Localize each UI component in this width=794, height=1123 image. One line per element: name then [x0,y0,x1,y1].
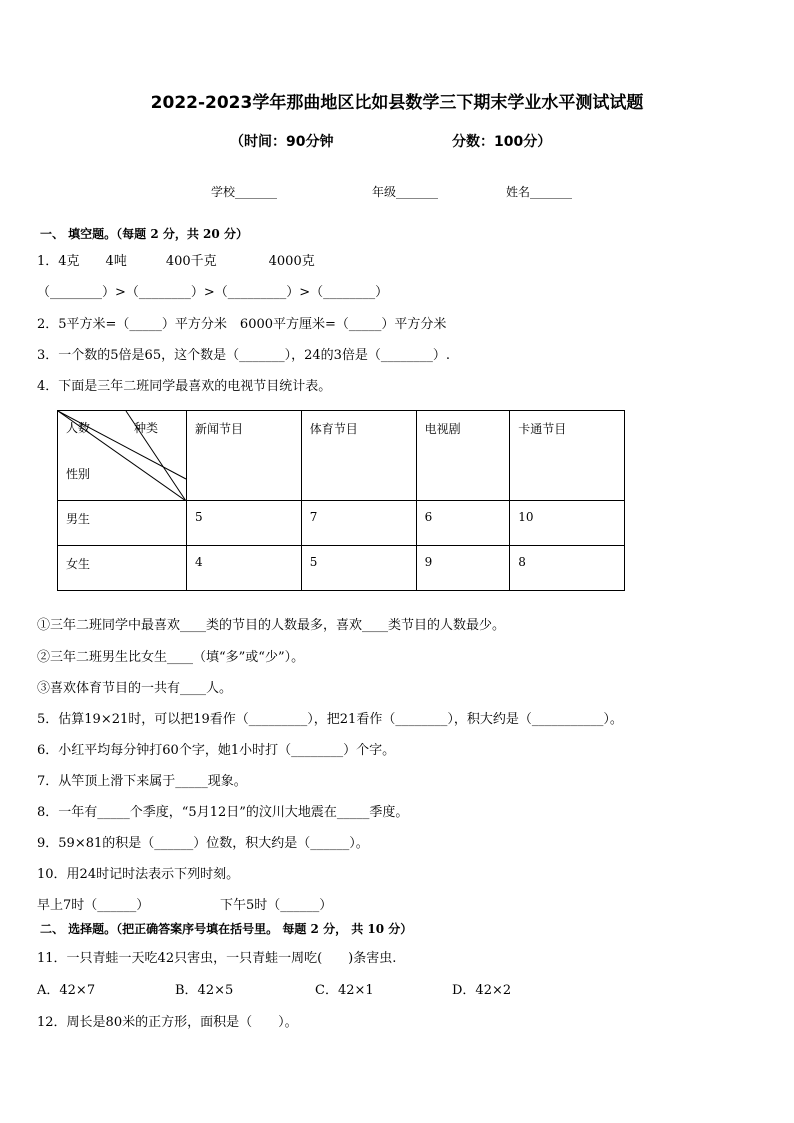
table-cell: 5 [187,501,302,546]
question-11-option-b: B．42×5 [175,983,234,998]
table-cell: 9 [416,546,510,591]
question-3: 3．一个数的5倍是65，这个数是（_______），24的3倍是（________）. [37,348,451,363]
corner-label-gender: 性别 [66,467,91,481]
question-1: 1．4克 4吨 400千克 4000克 [37,254,315,269]
question-10-part-a: 早上7时（______） [37,898,150,913]
exam-time: （时间：90分钟 [230,134,334,150]
corner-label-people: 人数 [66,421,91,435]
question-7: 7．从竿顶上滑下来属于_____现象。 [37,774,247,789]
table-row [58,501,625,546]
exam-score: 分数：100分） [452,134,552,150]
section-1-heading: 一、 填空题。（每题 2 分，共 20 分） [40,227,248,241]
row-label: 男生 [58,501,187,546]
question-2: 2．5平方米=（_____）平方分米 6000平方厘米=（_____）平方分米 [37,317,447,332]
question-11: 11．一只青蛙一天吃42只害虫，一只青蛙一周吃( )条害虫. [37,951,397,966]
table-header: 体育节目 [301,411,416,501]
question-9: 9．59×81的积是（______）位数，积大约是（______）。 [37,836,369,851]
table-header: 电视剧 [416,411,510,501]
table-cell: 5 [301,546,416,591]
question-4-part-3: ③喜欢体育节目的一共有____人。 [37,681,233,696]
question-10-part-b: 下午5时（______） [220,898,333,913]
table-header: 新闻节目 [187,411,302,501]
question-4-part-2: ②三年二班男生比女生____（填“多”或“少”）。 [37,650,305,665]
table-cell: 4 [187,546,302,591]
school-field: 学校_______ [211,185,278,199]
section-2-heading: 二、 选择题。（把正确答案序号填在括号里。 每题 2 分， 共 10 分） [40,922,413,936]
corner-label-type: 种类 [134,421,159,435]
question-6: 6．小红平均每分钟打60个字，她1小时打（________）个字。 [37,743,396,758]
table-cell: 6 [416,501,510,546]
tv-program-table [57,410,625,591]
question-8: 8．一年有_____个季度，“5月12日”的汶川大地震在_____季度。 [37,805,409,820]
question-1-blanks: （________）>（________）>（_________）>（________） [37,285,389,300]
table-cell: 8 [510,546,625,591]
question-11-option-c: C．42×1 [315,983,374,998]
name-field: 姓名_______ [506,185,573,199]
question-10: 10．用24时记时法表示下列时刻。 [37,867,240,882]
table-cell: 10 [510,501,625,546]
table-header: 卡通节目 [510,411,625,501]
question-12: 12．周长是80米的正方形，面积是（ ）。 [37,1015,298,1030]
table-row [58,546,625,591]
table-corner-cell [58,411,187,501]
row-label: 女生 [58,546,187,591]
question-11-option-d: D．42×2 [452,983,512,998]
question-5: 5．估算19×21时，可以把19看作（_________），把21看作（________），积大约是（___________）。 [37,712,623,727]
question-11-option-a: A．42×7 [37,983,96,998]
table-cell: 7 [301,501,416,546]
page-title: 2022-2023学年那曲地区比如县数学三下期末学业水平测试试题 [150,93,644,113]
question-4: 4．下面是三年二班同学最喜欢的电视节目统计表。 [37,379,332,394]
grade-field: 年级_______ [372,185,439,199]
question-4-part-1: ①三年二班同学中最喜欢____类的节目的人数最多，喜欢____类节目的人数最少。 [37,618,506,633]
